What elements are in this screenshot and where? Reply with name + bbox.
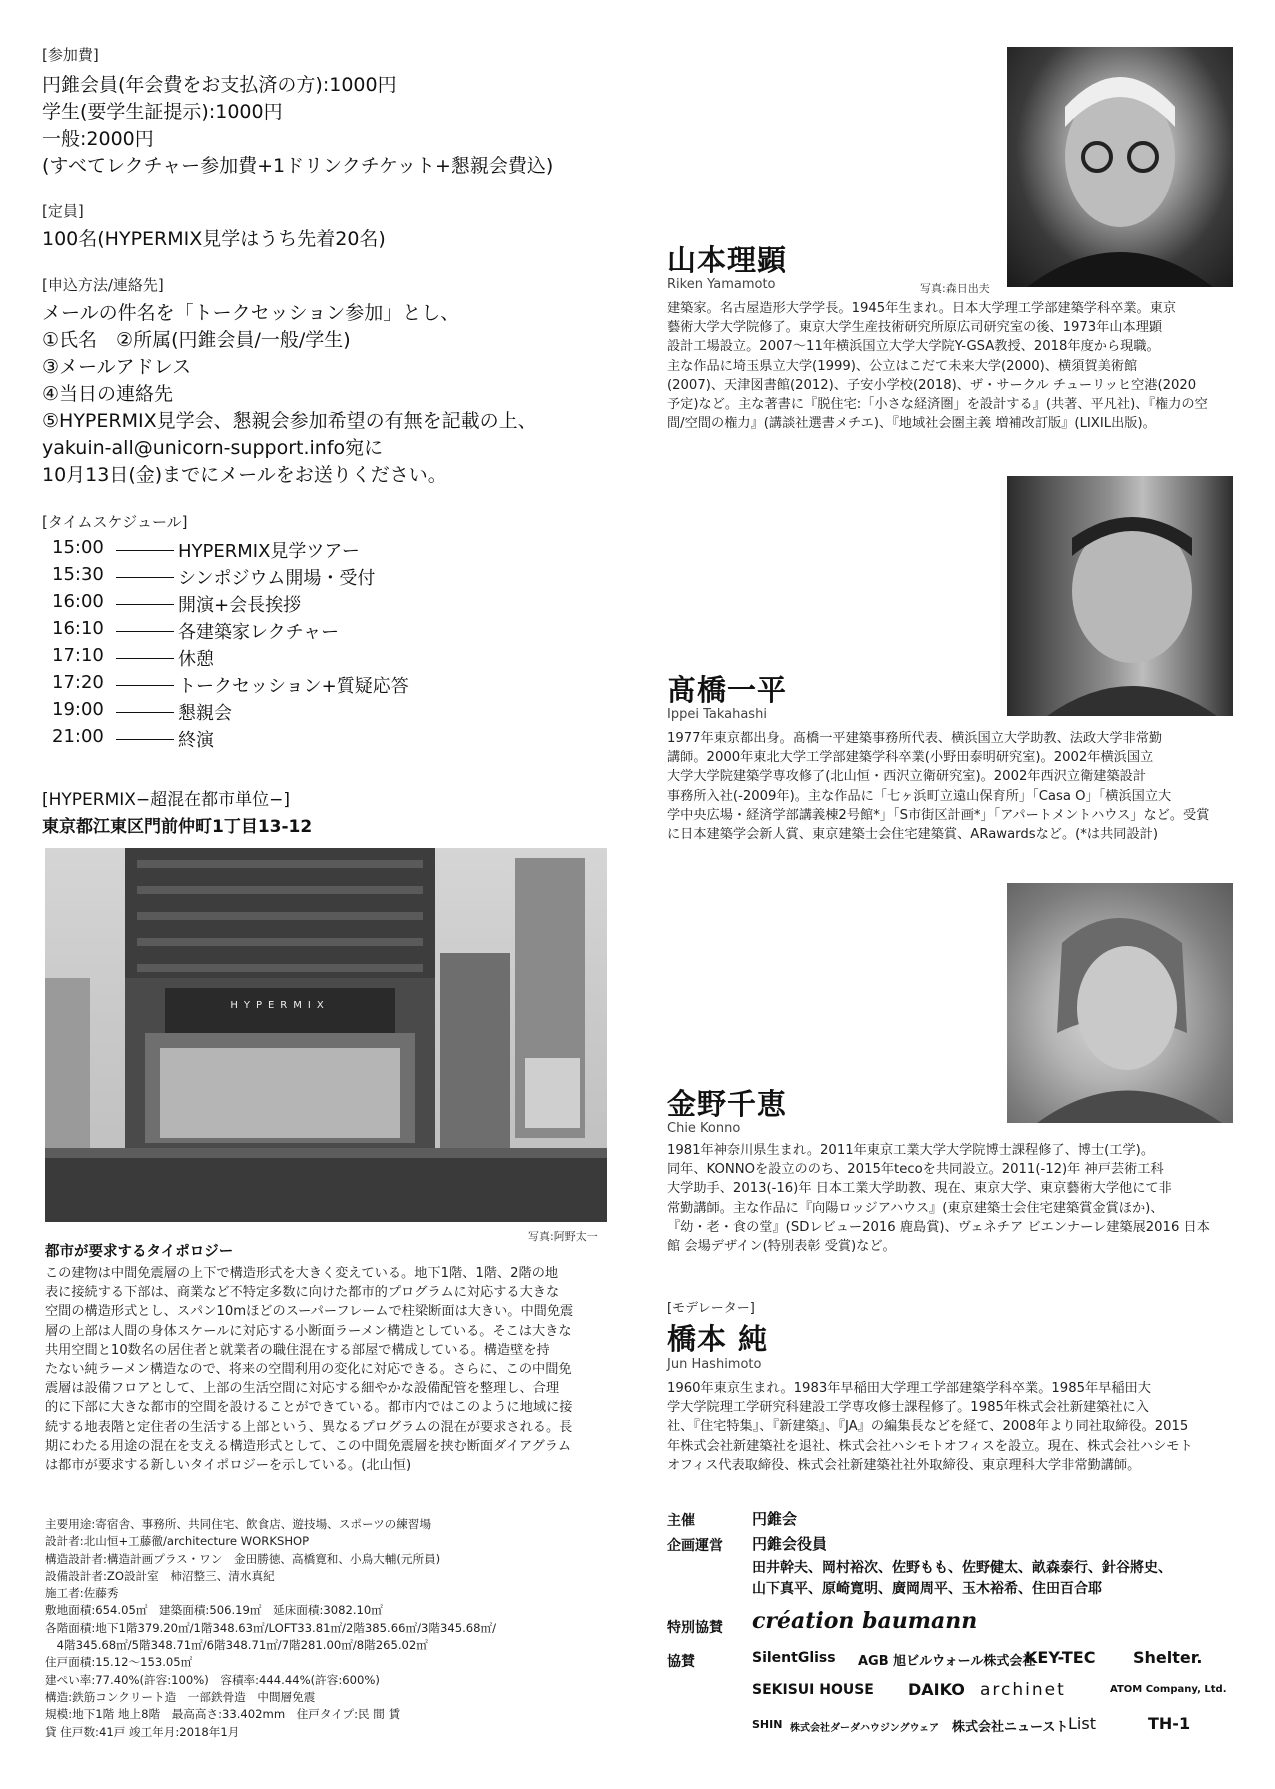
spec-line: 貸 住戸数:41戸 竣工年月:2018年1月 bbox=[45, 1724, 240, 1739]
schedule-dash bbox=[116, 658, 174, 659]
sponsor-logo-th1: TH-1 bbox=[1148, 1714, 1191, 1733]
sponsor-logo-shin: SHIN bbox=[752, 1718, 783, 1731]
building-description bbox=[45, 1264, 625, 1475]
bio-line: 『幼・老・食の堂』(SDレビュー2016 鹿島賞)、ヴェネチア ビエンナーレ建築展2016 日本 bbox=[667, 1219, 1210, 1235]
schedule-time: 21:00 bbox=[52, 726, 104, 747]
schedule-time: 15:00 bbox=[52, 537, 104, 558]
sponsor-logo-shelter: Shelter. bbox=[1133, 1648, 1203, 1667]
building-specs bbox=[45, 1516, 625, 1741]
schedule-time: 19:00 bbox=[52, 699, 104, 720]
bio-line: 1981年神奈川県生まれ。2011年東京工業大学大学院博士課程修了、博士(工学)。 bbox=[667, 1143, 1155, 1158]
spec-line: 設計者:北山恒+工藤徹/architecture WORKSHOP bbox=[45, 1534, 310, 1549]
bio-line: 設計工場設立。2007〜11年横浜国立大学大学院Y-GSA教授、2018年度から現職。 bbox=[667, 339, 1160, 355]
fee-note: (すべてレクチャー参加費+1ドリンクチケット+懇親会費込) bbox=[42, 155, 554, 177]
planning-members-line: 山下真平、原崎寛明、廣岡周平、玉木裕希、住田百合耶 bbox=[752, 1581, 1102, 1597]
schedule-event: 終演 bbox=[178, 730, 214, 751]
speaker-photo-konno bbox=[1007, 883, 1233, 1123]
description-line: 層の上部は人間の身体スケールに対応する小断面ラーメン構造としている。そこは大きな bbox=[45, 1323, 572, 1339]
sponsor-logo-daiko: DAIKO bbox=[908, 1680, 965, 1699]
schedule-dash bbox=[116, 739, 174, 740]
description-line: 続する地表階と定住者の生活する上部という、異なるプログラムの混在が要求される。長 bbox=[45, 1419, 573, 1435]
moderator-name: 橋本 純 bbox=[667, 1322, 769, 1356]
schedule-event: 各建築家レクチャー bbox=[178, 622, 340, 643]
fee-label: [参加費] bbox=[42, 46, 99, 64]
fee-member: 円錐会員(年会費をお支払済の方):1000円 bbox=[42, 74, 397, 96]
schedule-time: 17:20 bbox=[52, 672, 104, 693]
spec-line: 4階345.68㎡/5階348.71㎡/6階348.71㎡/7階281.00㎡/8階265.02㎡ bbox=[45, 1638, 428, 1653]
schedule-event: シンポジウム開場・受付 bbox=[178, 568, 376, 589]
description-line: この建物は中間免震層の上下で構造形式を大きく変えている。地下1階、1階、2階の地 bbox=[45, 1266, 559, 1281]
schedule-time: 17:10 bbox=[52, 645, 104, 666]
bio-line: 藝術大学大学院修了。東京大学生産技術研究所原広司研究室の後、1973年山本理顕 bbox=[667, 320, 1163, 336]
apply-label: [申込方法/連絡先] bbox=[42, 276, 164, 294]
building-photo-credit: 写真:阿野太一 bbox=[528, 1230, 598, 1243]
bio-line: 大学大学院建築学専攻修了(北山恒・西沢立衛研究室)。2002年西沢立衛建築設計 bbox=[667, 769, 1147, 785]
schedule-time: 16:10 bbox=[52, 618, 104, 639]
description-line: 的に下部に大きな都市的空間を設けることができている。都市内ではこのように地域に接 bbox=[45, 1400, 573, 1416]
bio-line: に日本建築学会新人賞、東京建築士会住宅建築賞、ARawardsなど。(*は共同設計) bbox=[667, 827, 1158, 843]
moderator-name-en: Jun Hashimoto bbox=[667, 1357, 762, 1372]
apply-line: ④当日の連絡先 bbox=[42, 383, 174, 405]
spec-line: 規模:地下1階 地上8階 最高高さ:33.402mm 住戸タイプ:民 間 賃 bbox=[45, 1707, 401, 1722]
building-title: [HYPERMIX−超混在都市単位−] bbox=[42, 790, 291, 810]
speaker-name-en-yamamoto: Riken Yamamoto bbox=[667, 277, 776, 292]
schedule-row bbox=[52, 645, 612, 672]
sponsor-logo-dada: 株式会社ダーダハウジングウェア bbox=[790, 1723, 940, 1734]
description-line: 空間の構造形式とし、スパン10mほどのスーパーフレームで柱梁断面は大きい。中間免震 bbox=[45, 1304, 574, 1320]
portrait-illustration bbox=[1007, 883, 1233, 1123]
bio-line: 年株式会社新建築社を退社、株式会社ハシモトオフィスを設立。現在、株式会社ハシモト bbox=[667, 1438, 1193, 1454]
building-illustration bbox=[45, 848, 607, 1222]
sponsor-logo-newst: 株式会社ニュースト bbox=[952, 1720, 1069, 1735]
bio-line: 間/空間の権力』(講談社選書メチエ)、『地域社会圏主義 増補改訂版』(LIXIL出版)。 bbox=[667, 416, 1156, 432]
speaker-name-yamamoto: 山本理顕 bbox=[667, 243, 788, 277]
apply-line: ③メールアドレス bbox=[42, 356, 192, 378]
schedule-row bbox=[52, 591, 612, 618]
apply-line: ①氏名 ②所属(円錐会員/一般/学生) bbox=[42, 329, 351, 351]
fee-general: 一般:2000円 bbox=[42, 128, 154, 150]
bio-line: 社、『住宅特集』、『新建築』、『JA』の編集長などを経て、2008年より同社取締役。2015 bbox=[667, 1419, 1189, 1435]
schedule-row bbox=[52, 726, 612, 753]
schedule-dash bbox=[116, 577, 174, 578]
schedule-time: 15:30 bbox=[52, 564, 104, 585]
schedule-dash bbox=[116, 685, 174, 686]
speaker-name-konno: 金野千恵 bbox=[667, 1087, 788, 1121]
bio-line: 講師。2000年東北大学工学部建築学科卒業(小野田泰明研究室)。2002年横浜国立 bbox=[667, 750, 1154, 766]
schedule-row bbox=[52, 564, 612, 591]
sponsor-logo-atom: ATOM Company, Ltd. bbox=[1110, 1684, 1227, 1695]
fee-student: 学生(要学生証提示):1000円 bbox=[42, 101, 283, 123]
speaker-bio-konno bbox=[667, 1141, 1247, 1256]
portrait-illustration bbox=[1007, 47, 1233, 287]
planning-members-line: 田井幹夫、岡村裕次、佐野もも、佐野健太、畝森泰行、針谷將史、 bbox=[752, 1560, 1172, 1576]
bio-line: 大学助手、2013(-16)年 日本工業大学助教、現在、東京大学、東京藝術大学他にて非 bbox=[667, 1181, 1172, 1197]
building-sign: HYPERMIX bbox=[230, 1000, 330, 1011]
building-address: 東京都江東区門前仲町1丁目13-12 bbox=[42, 817, 313, 837]
spec-line: 主要用途:寄宿舎、事務所、共同住宅、飲食店、遊技場、スポーツの練習場 bbox=[45, 1517, 432, 1531]
description-line: 震層は設備フロアとして、上部の生活空間に対応する細やかな設備配管を整理し、合理 bbox=[45, 1381, 560, 1397]
schedule-event: 休憩 bbox=[178, 649, 214, 670]
building-heading: 都市が要求するタイポロジー bbox=[45, 1244, 234, 1260]
speaker-photo-credit: 写真:森日出夫 bbox=[920, 282, 990, 295]
description-line: 期にわたる用途の混在を支える構造形式として、この中間免震層を挟む断面ダイアグラム bbox=[45, 1438, 572, 1454]
spec-line: 構造設計者:構造計画プラス・ワン 金田勝徳、高橋寛和、小鳥大輔(元所員) bbox=[45, 1551, 441, 1566]
speaker-name-en-konno: Chie Konno bbox=[667, 1121, 741, 1136]
special-sponsor-logo: création baumann bbox=[752, 1608, 978, 1634]
description-line: たない純ラーメン構造なので、将来の空間利用の変化に対応できる。さらに、この中間免 bbox=[45, 1362, 572, 1378]
description-line: は都市が要求する新しいタイポロジーを示している。(北山恒) bbox=[45, 1458, 412, 1474]
portrait-illustration bbox=[1007, 476, 1233, 716]
spec-line: 構造:鉄筋コンクリート造 一部鉄骨造 中間層免震 bbox=[45, 1689, 316, 1704]
schedule-row bbox=[52, 618, 612, 645]
sponsor-logo-keytec: KEY-TEC bbox=[1025, 1648, 1096, 1667]
schedule-time: 16:00 bbox=[52, 591, 104, 612]
schedule-dash bbox=[116, 604, 174, 605]
bio-line: 常勤講師。主な作品に『向陽ロッジアハウス』(東京建築士会住宅建築賞金賞ほか)、 bbox=[667, 1200, 1164, 1216]
bio-line: 学大学院理工学研究科建設工学専攻修士課程修了。1985年株式会社新建築社に入 bbox=[667, 1400, 1149, 1416]
apply-deadline: 10月13日(金)までにメールをお送りください。 bbox=[42, 464, 447, 486]
speaker-photo-takahashi bbox=[1007, 476, 1233, 716]
bio-line: 同年、KONNOを設立ののち、2015年tecoを共同設立。2011(-12)年 神戸芸術工科 bbox=[667, 1162, 1164, 1178]
capacity-label: [定員] bbox=[42, 202, 84, 220]
spec-line: 住戸面積:15.12〜153.05㎡ bbox=[45, 1655, 193, 1670]
bio-line: オフィス代表取締役、株式会社新建築社社外取締役、東京理科大学非常勤講師。 bbox=[667, 1457, 1141, 1473]
speaker-bio-yamamoto bbox=[667, 299, 1247, 433]
description-line: 表に接続する下部は、商業など不特定多数に向けた都市的プログラムに対応する大きな bbox=[45, 1285, 560, 1301]
bio-line: 学中央広場・経済学部講義棟2号館*」「S市街区計画*」「アパートメントハウス」など。受賞 bbox=[667, 807, 1210, 823]
support-label: 協賛 bbox=[667, 1654, 695, 1670]
description-line: 共用空間と10数名の居住者と就業者の職住混在する部屋で構成している。構造壁を持 bbox=[45, 1342, 550, 1358]
bio-line: 1960年東京生まれ。1983年早稲田大学理工学部建築学科卒業。1985年早稲田大 bbox=[667, 1381, 1151, 1396]
capacity-text: 100名(HYPERMIX見学はうち先着20名) bbox=[42, 228, 386, 250]
sponsor-logo-list: List bbox=[1068, 1714, 1096, 1733]
bio-line: 建築家。名古屋造形大学学長。1945年生まれ。日本大学理工学部建築学科卒業。東京 bbox=[667, 301, 1177, 316]
building-photo bbox=[45, 848, 607, 1222]
schedule-row bbox=[52, 699, 612, 726]
apply-email: yakuin-all@unicorn-support.info宛に bbox=[42, 437, 384, 459]
speaker-photo-yamamoto bbox=[1007, 47, 1233, 287]
speaker-name-en-takahashi: Ippei Takahashi bbox=[667, 707, 767, 722]
planning-label: 企画運営 bbox=[667, 1538, 723, 1554]
bio-line: 予定)など。主な著書に『脱住宅:「小さな経済圏」を設計する』(共著、平凡社)、『権力の空 bbox=[667, 397, 1208, 413]
sponsor-logo-silentgliss: SilentGliss bbox=[752, 1650, 836, 1666]
apply-line: ⑤HYPERMIX見学会、懇親会参加希望の有無を記載の上、 bbox=[42, 410, 537, 432]
planning-org: 円錐会役員 bbox=[752, 1535, 828, 1553]
schedule-event: 懇親会 bbox=[178, 703, 232, 724]
schedule-event: HYPERMIX見学ツアー bbox=[178, 541, 360, 562]
moderator-bio bbox=[667, 1379, 1247, 1475]
schedule-event: トークセッション+質疑応答 bbox=[178, 676, 409, 697]
schedule-row bbox=[52, 672, 612, 699]
sponsor-logo-agb: AGB 旭ビルウォール株式会社 bbox=[858, 1654, 1036, 1669]
sponsor-logo-archinet: archinet bbox=[980, 1680, 1066, 1700]
moderator-label: [モデレーター] bbox=[667, 1301, 755, 1316]
spec-line: 建ぺい率:77.40%(許容:100%) 容積率:444.44%(許容:600%) bbox=[45, 1672, 380, 1687]
spec-line: 設備設計者:ZO設計室 柿沼整三、清水真紀 bbox=[45, 1568, 275, 1583]
apply-line: メールの件名を「トークセッション参加」とし、 bbox=[42, 302, 460, 324]
schedule-event: 開演+会長挨拶 bbox=[178, 595, 302, 616]
spec-line: 施工者:佐藤秀 bbox=[45, 1586, 119, 1601]
planning-members bbox=[752, 1558, 1172, 1600]
schedule-dash bbox=[116, 631, 174, 632]
schedule-label: [タイムスケジュール] bbox=[42, 513, 188, 531]
speaker-bio-takahashi bbox=[667, 729, 1247, 844]
organizer-name: 円錐会 bbox=[752, 1510, 798, 1528]
organizer-label: 主催 bbox=[667, 1513, 695, 1529]
sponsor-logo-sekisui: SEKISUI HOUSE bbox=[752, 1682, 874, 1698]
spec-line: 敷地面積:654.05㎡ 建築面積:506.19㎡ 延床面積:3082.10㎡ bbox=[45, 1603, 383, 1618]
spec-line: 各階面積:地下1階379.20㎡/1階348.63㎡/LOFT33.81㎡/2階385.66㎡/3階345.68㎡/ bbox=[45, 1620, 497, 1635]
bio-line: 1977年東京都出身。髙橋一平建築事務所代表、横浜国立大学助教、法政大学非常勤 bbox=[667, 731, 1163, 746]
speaker-name-takahashi: 髙橋一平 bbox=[667, 673, 788, 707]
schedule-row bbox=[52, 537, 612, 564]
bio-line: 館 会場デザイン(特別表彰 受賞)など。 bbox=[667, 1239, 896, 1255]
schedule-dash bbox=[116, 712, 174, 713]
bio-line: 事務所入社(-2009年)。主な作品に「七ヶ浜町立遠山保育所」「Casa O」「横浜国立大 bbox=[667, 788, 1172, 804]
bio-line: (2007)、天津図書館(2012)、子安小学校(2018)、ザ・サークル チューリッヒ空港(2020 bbox=[667, 377, 1197, 393]
schedule-dash bbox=[116, 550, 174, 551]
bio-line: 主な作品に埼玉県立大学(1999)、公立はこだて未来大学(2000)、横須賀美術館 bbox=[667, 358, 1138, 374]
special-sponsor-label: 特別協賛 bbox=[667, 1620, 723, 1636]
